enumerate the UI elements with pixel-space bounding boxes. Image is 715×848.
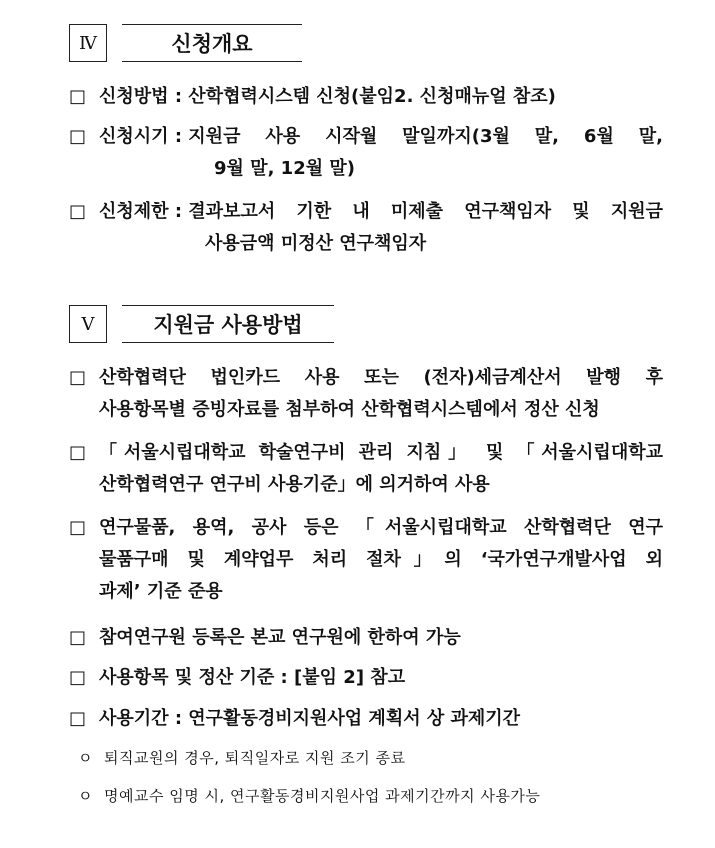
corporate-card-text-line1: 산학협력단 법인카드 사용 또는 (전자)세금계산서 발행 후 — [99, 367, 663, 388]
rules-text-line2: 산학협력연구 연구비 사용기준」에 의거하여 사용 — [99, 474, 490, 495]
checkbox-icon: □ — [69, 442, 87, 463]
item-rules — [69, 437, 663, 501]
section-5-number-box: Ⅴ — [69, 305, 107, 343]
item-apply-limit — [69, 196, 663, 260]
apply-method-text: 산학협력시스템 신청(붙임2. 신청매뉴얼 참조) — [188, 86, 556, 107]
sub-item-emeritus — [78, 784, 540, 808]
apply-limit-text-line2: 사용금액 미정산 연구책임자 — [205, 233, 427, 254]
goods-text-line2: 물품구매 및 계약업무 처리 절차」의 ‘국가연구개발사업 외 — [99, 549, 663, 570]
apply-period-text-line2: 9월 말, 12월 말) — [214, 158, 355, 179]
sub-item-retired — [78, 746, 405, 770]
checkbox-icon: □ — [69, 126, 87, 147]
item-goods — [69, 512, 663, 608]
item-criteria — [69, 662, 663, 694]
section-4-number-box: Ⅳ — [69, 24, 107, 62]
item-duration — [69, 703, 663, 735]
goods-text-line3: 과제’ 기준 준용 — [99, 581, 223, 602]
bullet-icon: ㅇ — [78, 787, 93, 805]
apply-limit-label: 신청제한 : — [99, 201, 189, 222]
checkbox-icon: □ — [69, 667, 87, 688]
checkbox-icon: □ — [69, 517, 87, 538]
section-4-header — [69, 24, 302, 62]
checkbox-icon: □ — [69, 627, 87, 648]
section-5-title: 지원금 사용방법 — [122, 305, 334, 343]
criteria-text: 사용항목 및 정산 기준 : [붙임 2] 참고 — [99, 667, 406, 688]
goods-text-line1: 연구물품, 용역, 공사 등은 「서울시립대학교 산학협력단 연구 — [99, 517, 663, 538]
section-5-header — [69, 305, 334, 343]
duration-text: 사용기간 : 연구활동경비지원사업 계획서 상 과제기간 — [99, 708, 521, 729]
apply-period-label: 신청시기 : — [99, 126, 189, 147]
item-researcher — [69, 622, 663, 654]
apply-method-label: 신청방법 : — [99, 86, 189, 107]
checkbox-icon: □ — [69, 201, 87, 222]
sub-item-retired-text: 퇴직교원의 경우, 퇴직일자로 지원 조기 종료 — [104, 749, 406, 767]
sub-item-emeritus-text: 명예교수 임명 시, 연구활동경비지원사업 과제기간까지 사용가능 — [104, 787, 541, 805]
apply-period-text-line1: 지원금 사용 시작월 말일까지(3월 말, 6월 말, — [188, 126, 663, 147]
apply-limit-text-line1: 결과보고서 기한 내 미제출 연구책임자 및 지원금 — [188, 201, 663, 222]
item-corporate-card — [69, 362, 663, 426]
researcher-text: 참여연구원 등록은 본교 연구원에 한하여 가능 — [99, 627, 461, 648]
checkbox-icon: □ — [69, 367, 87, 388]
item-apply-method — [69, 81, 663, 113]
bullet-icon: ㅇ — [78, 749, 93, 767]
checkbox-icon: □ — [69, 86, 87, 107]
corporate-card-text-line2: 사용항목별 증빙자료를 첨부하여 산학협력시스템에서 정산 신청 — [99, 399, 600, 420]
section-4-title: 신청개요 — [122, 24, 302, 62]
checkbox-icon: □ — [69, 708, 87, 729]
rules-text-line1: 「서울시립대학교 학술연구비 관리 지침」 및 「서울시립대학교 — [99, 442, 663, 463]
item-apply-period — [69, 121, 663, 185]
